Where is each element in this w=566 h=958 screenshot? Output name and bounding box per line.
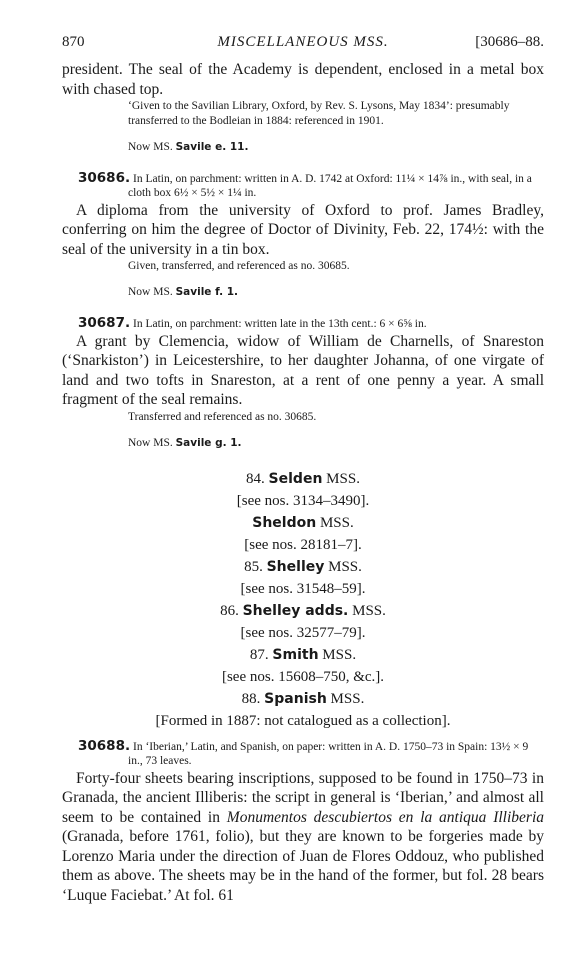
provenance-note: ‘Given to the Savilian Library, Oxford, by Rev. S. Lysons, May 1834’: presumably transferred to the Bodleian in 1884: referenced in 1901.	[128, 100, 510, 127]
entry-30686	[62, 171, 544, 300]
provenance-note: Given, transferred, and referenced as no. 30685.	[128, 260, 350, 272]
shelfmark-prefix: Now MS.	[128, 436, 173, 449]
collection-name: Sheldon	[252, 514, 317, 531]
collection-suffix: MSS.	[352, 602, 386, 619]
entry-number: 30686.	[78, 169, 131, 186]
collection-name: Smith	[272, 646, 319, 663]
intro-paragraph: president. The seal of the Academy is dependent, enclosed in a metal box with chased top.	[62, 61, 544, 98]
collection-heading	[62, 600, 544, 622]
entry-range: [30686–88.	[475, 34, 544, 50]
collection-number: 86.	[220, 602, 239, 619]
collection-name: Shelley	[266, 558, 325, 575]
collection-heading	[62, 512, 544, 534]
entry-description: In ‘Iberian,’ Latin, and Spanish, on paper: written in A. D. 1750–73 in Spain: 13½ × 9 in., 73 leaves.	[128, 740, 529, 767]
collection-reference: [see nos. 3134–3490].	[236, 492, 370, 509]
collection-number: 88.	[241, 690, 261, 707]
cited-title: Monumentos descubiertos en la antiqua Illiberia	[226, 808, 545, 826]
collection-name: Selden	[268, 470, 323, 487]
collection-number: 85.	[244, 558, 263, 575]
shelfmark-line	[62, 285, 544, 300]
provenance-note: Transferred and referenced as no. 30685.	[128, 410, 317, 423]
shelfmark-prefix: Now MS.	[128, 286, 173, 298]
entry-text-part: (Granada, before 1761, folio), but they are known to be forgeries made by Lorenzo Maria under the direction of Juan de Flores Oddouz, who published them as above. The sheets may be in the hand of the former, but fol. 28 bears ‘Luque Faciebat.’ At fol. 61	[62, 828, 544, 904]
entry-heading	[62, 316, 544, 332]
catalogue-page	[62, 34, 544, 905]
collection-heading	[62, 468, 544, 490]
entry-heading	[62, 739, 544, 769]
page-number: 870	[62, 34, 85, 50]
entry-30687	[62, 316, 544, 450]
shelfmark-line	[62, 436, 544, 451]
shelfmark-prefix: Now MS.	[128, 140, 173, 153]
collection-heading	[62, 644, 544, 666]
collection-reference: [see nos. 31548–59].	[240, 580, 366, 597]
collections-list	[62, 468, 544, 732]
entry-text: A grant by Clemencia, widow of William de Charnells, of Snareston (‘Snarkiston’) in Leicestershire, to her daughter Johanna, of one virgate of land and two tofts in Snareston, at a rent of one penny a year. A small fragment of the seal remains.	[62, 332, 544, 408]
entry-text: A diploma from the university of Oxford to prof. James Bradley, conferring on him the degree of Doctor of Divinity, Feb. 22, 174½: with the seal of the university in a tin box.	[62, 201, 544, 258]
collection-suffix: MSS.	[319, 514, 354, 531]
entry-number: 30687.	[78, 315, 131, 331]
entry-text	[62, 769, 544, 906]
collection-number: 84.	[246, 470, 265, 487]
collection-name: Spanish	[264, 690, 327, 707]
entry-description: In Latin, on parchment: written in A. D. 1742 at Oxford: 11¼ × 14⅞ in., with seal, in a cloth box 6½ × 5½ × 1¼ in.	[128, 172, 532, 199]
collection-reference: [see nos. 32577–79].	[240, 624, 366, 641]
collection-reference: [see nos. 28181–7].	[244, 536, 362, 553]
collection-suffix: MSS.	[326, 470, 360, 487]
running-title: MISCELLANEOUS MSS.	[217, 34, 389, 50]
collection-reference: [see nos. 15608–750, &c.].	[221, 668, 385, 685]
entry-text-part: Forty-four sheets bearing inscriptions, supposed to be found in 1750–73 in Granada, the ancient Illiberis: the script in general is ‘Iberian,’ and almost all seem to be contained in	[62, 769, 544, 826]
collection-suffix: MSS.	[328, 558, 362, 575]
entry-description: In Latin, on parchment: written late in the 13th cent.: 6 × 6⅝ in.	[132, 318, 427, 330]
collection-name: Shelley adds.	[242, 602, 349, 619]
running-header	[62, 34, 544, 56]
entry-number: 30688.	[78, 737, 131, 754]
entry-heading	[62, 171, 544, 201]
collection-heading	[62, 688, 544, 710]
shelfmark-line	[62, 140, 544, 155]
collection-reference: [Formed in 1887: not catalogued as a collection].	[155, 712, 451, 729]
collection-suffix: MSS.	[330, 690, 365, 707]
collection-number: 87.	[249, 646, 269, 663]
collection-heading	[62, 556, 544, 578]
collection-suffix: MSS.	[322, 646, 357, 663]
shelfmark: Savile f. 1.	[175, 286, 239, 298]
entry-30688	[62, 739, 544, 906]
shelfmark: Savile g. 1.	[175, 436, 242, 449]
shelfmark: Savile e. 11.	[175, 140, 249, 153]
